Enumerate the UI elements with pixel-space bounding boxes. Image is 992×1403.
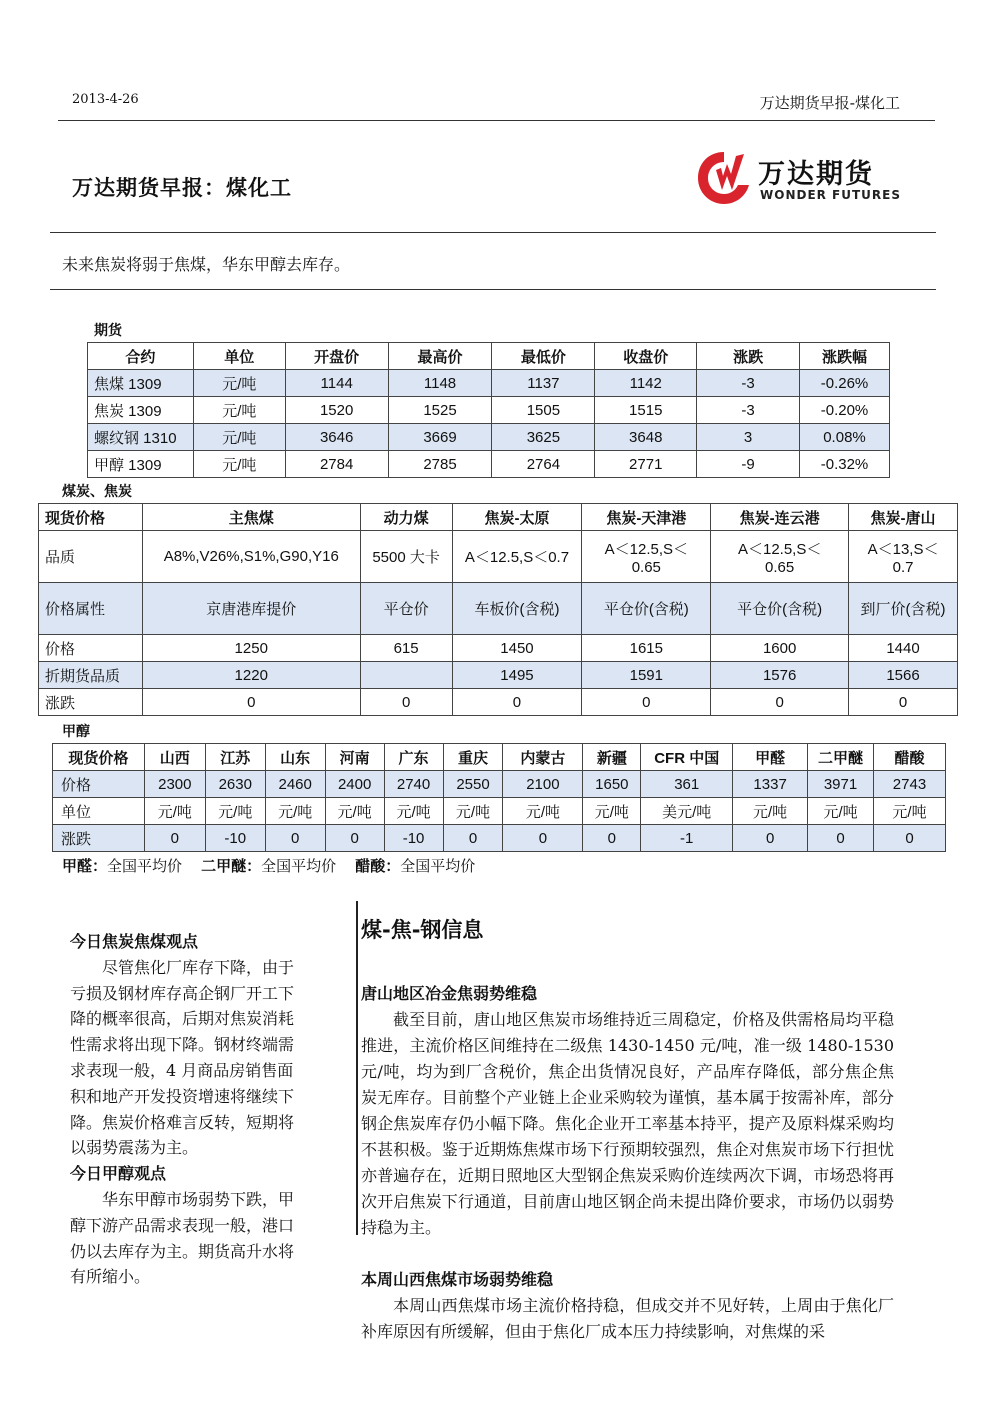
table-cell: 涨跌 [53, 825, 145, 852]
table-cell: 0 [849, 689, 958, 716]
table-cell: 3648 [595, 424, 697, 451]
table-cell: 元/吨 [873, 798, 945, 825]
table-cell: 615 [360, 635, 452, 662]
table-cell: 0 [443, 825, 503, 852]
summary-text: 未来焦炭将弱于焦煤，华东甲醇去库存。 [62, 255, 351, 274]
table-cell: 1515 [595, 397, 697, 424]
logo [694, 146, 904, 208]
table-cell: -0.32% [800, 451, 890, 478]
table-cell: 0 [325, 825, 384, 852]
table-cell: 361 [641, 771, 733, 798]
col-header: 现货价格 [53, 744, 145, 771]
col-header: 合约 [88, 343, 194, 370]
table-cell: 元/吨 [265, 798, 325, 825]
col-header: 焦炭-连云港 [711, 504, 849, 531]
col-header: 醋酸 [873, 744, 945, 771]
table-cell: 1505 [492, 397, 595, 424]
table-cell: -9 [697, 451, 800, 478]
table-cell: 1142 [595, 370, 697, 397]
col-header: 重庆 [443, 744, 503, 771]
table-cell: -10 [205, 825, 265, 852]
table-cell: 1144 [285, 370, 388, 397]
news-section-title: 煤-焦-钢信息 [361, 918, 484, 942]
table-row [88, 370, 890, 397]
table-cell: 1600 [711, 635, 849, 662]
views-column [70, 929, 304, 1290]
table-cell: 1337 [733, 771, 808, 798]
table-cell: A＜12.5,S＜0.7 [452, 531, 582, 583]
methanol-view-text: 华东甲醇市场弱势下跌，甲醇下游产品需求表现一般，港口仍以去库存为主。期货高升水将有所缩小。 [70, 1189, 295, 1287]
table-cell: 涨跌 [39, 689, 143, 716]
table-cell: 元/吨 [193, 397, 285, 424]
table-cell: 2771 [595, 451, 697, 478]
coke-view-heading: 今日焦炭焦煤观点 [70, 932, 199, 951]
col-header: 单位 [193, 343, 285, 370]
table-cell: 元/吨 [193, 370, 285, 397]
table-cell: -3 [697, 397, 800, 424]
table-cell: 单位 [53, 798, 145, 825]
summary-rule [50, 289, 936, 290]
table-cell: 元/吨 [325, 798, 384, 825]
table-cell: 1566 [849, 662, 958, 689]
table-cell: 2764 [492, 451, 595, 478]
col-header: 广东 [384, 744, 443, 771]
table-row [88, 424, 890, 451]
col-header: 江苏 [205, 744, 265, 771]
column-divider [356, 901, 358, 1235]
table-cell: 1576 [711, 662, 849, 689]
table-cell: 2100 [503, 771, 583, 798]
table-cell: A8%,V26%,S1%,G90,Y16 [142, 531, 360, 583]
table-cell: A＜13,S＜0.7 [849, 531, 958, 583]
col-header: 最低价 [492, 343, 595, 370]
table-cell: 0 [733, 825, 808, 852]
table-cell: 2784 [285, 451, 388, 478]
table-cell: 0 [808, 825, 874, 852]
table-cell: 元/吨 [193, 424, 285, 451]
table-cell: 1440 [849, 635, 958, 662]
page-title: 万达期货早报：煤化工 [72, 176, 292, 200]
news-text: 截至目前，唐山地区焦炭市场维持近三周稳定，价格及供需格局均平稳推进，主流价格区间维持在二级焦 1430-1450 元/吨，准一级 1480-1530 元/吨，均为到厂含税价，焦企出货情况良好，产品库存降低，部分焦企焦炭无库存。目前整个产业链上企业采购较为谨慎，基本属于按需补库，部分钢企焦炭库存仍小幅下降。焦化企业开工率基本持平，提产及原料煤采购均不甚积极。鉴于近期炼焦煤市场下行预期较强烈，焦企对焦炭市场下行担忧亦普遍存在，近期日照地区大型钢企焦炭采购价连续两次下调，市场恐将再次开启焦炭下行通道，目前唐山地区钢企尚未提出降价要求，市场仍以弱势持稳为主。 [361, 1010, 894, 1237]
table-cell: 3646 [285, 424, 388, 451]
table-cell: 元/吨 [808, 798, 874, 825]
table-row [88, 397, 890, 424]
table-cell: 2743 [873, 771, 945, 798]
table-cell: A＜12.5,S＜0.65 [582, 531, 711, 583]
col-header: 动力煤 [360, 504, 452, 531]
note-label: 二甲醚： [201, 857, 262, 875]
news-column [361, 981, 894, 1345]
table-cell: 2400 [325, 771, 384, 798]
col-header: 焦炭-唐山 [849, 504, 958, 531]
table-cell: -0.20% [800, 397, 890, 424]
news-heading: 唐山地区冶金焦弱势维稳 [361, 984, 538, 1003]
table-cell: 2740 [384, 771, 443, 798]
table-cell: 1148 [388, 370, 492, 397]
table-row [39, 531, 958, 583]
methanol-label: 甲醇 [62, 724, 90, 740]
logo-text-cn: 万达期货 [758, 159, 874, 190]
coal-label: 煤炭、焦炭 [62, 484, 132, 500]
table-cell: 京唐港库提价 [142, 583, 360, 635]
title-rule [50, 232, 936, 233]
futures-header-row [88, 343, 890, 370]
table-cell: 1137 [492, 370, 595, 397]
table-cell: 2785 [388, 451, 492, 478]
note-text: 全国平均价 [107, 857, 183, 875]
table-cell: 1591 [582, 662, 711, 689]
table-cell: 平仓价(含税) [711, 583, 849, 635]
table-cell: -3 [697, 370, 800, 397]
table-cell: 焦煤 1309 [88, 370, 194, 397]
col-header: 涨跌幅 [800, 343, 890, 370]
table-cell: 美元/吨 [641, 798, 733, 825]
note-label: 甲醛： [62, 857, 108, 875]
table-cell: 0 [583, 825, 641, 852]
col-header: 焦炭-太原 [452, 504, 582, 531]
table-cell: 0 [265, 825, 325, 852]
table-cell: 5500 大卡 [360, 531, 452, 583]
col-header: 收盘价 [595, 343, 697, 370]
table-cell: 1495 [452, 662, 582, 689]
table-cell: 元/吨 [733, 798, 808, 825]
table-cell: 0 [144, 825, 205, 852]
table-cell: 平仓价(含税) [582, 583, 711, 635]
table-cell: 0 [711, 689, 849, 716]
table-cell: 价格 [53, 771, 145, 798]
logo-text-en: WONDER FUTURES [760, 188, 902, 202]
col-header: 新疆 [583, 744, 641, 771]
table-cell: 0 [503, 825, 583, 852]
table-cell: 品质 [39, 531, 143, 583]
table-cell: 3625 [492, 424, 595, 451]
table-cell: 1250 [142, 635, 360, 662]
table-cell: 元/吨 [144, 798, 205, 825]
table-cell: 到厂价(含税) [849, 583, 958, 635]
header-title: 万达期货早报-煤化工 [759, 94, 900, 112]
table-cell: 元/吨 [193, 451, 285, 478]
table-cell: 2550 [443, 771, 503, 798]
table-cell: 0 [360, 689, 452, 716]
table-cell: 1525 [388, 397, 492, 424]
table-cell: 元/吨 [443, 798, 503, 825]
table-cell: 2300 [144, 771, 205, 798]
col-header: 二甲醚 [808, 744, 874, 771]
table-cell: -1 [641, 825, 733, 852]
col-header: 甲醛 [733, 744, 808, 771]
table-cell: 元/吨 [583, 798, 641, 825]
note-label: 醋酸： [355, 857, 401, 875]
table-cell: 0 [452, 689, 582, 716]
methanol-header-row [53, 744, 946, 771]
table-cell: 2630 [205, 771, 265, 798]
table-cell: 价格 [39, 635, 143, 662]
col-header: 山西 [144, 744, 205, 771]
table-cell: 3971 [808, 771, 874, 798]
table-cell: 0.08% [800, 424, 890, 451]
note-text: 全国平均价 [261, 857, 337, 875]
table-row [88, 451, 890, 478]
table-row [39, 583, 958, 635]
col-header: 河南 [325, 744, 384, 771]
coal-header-row [39, 504, 958, 531]
col-header: CFR 中国 [641, 744, 733, 771]
table-row [53, 825, 946, 852]
table-cell [360, 662, 452, 689]
table-cell: 3 [697, 424, 800, 451]
table-cell: 0 [582, 689, 711, 716]
col-header: 内蒙古 [503, 744, 583, 771]
news-heading: 本周山西焦煤市场弱势维稳 [361, 1270, 554, 1289]
table-cell: 1220 [142, 662, 360, 689]
methanol-view-heading: 今日甲醇观点 [70, 1164, 167, 1184]
news-text: 本周山西焦煤市场主流价格持稳，但成交并不见好转，上周由于焦化厂补库原因有所缓解，但由于焦化厂成本压力持续影响，对焦煤的采 [361, 1296, 894, 1341]
col-header: 开盘价 [285, 343, 388, 370]
col-header: 涨跌 [697, 343, 800, 370]
futures-label: 期货 [94, 323, 122, 339]
report-date: 2013-4-26 [72, 92, 139, 107]
table-cell: 平仓价 [360, 583, 452, 635]
col-header: 主焦煤 [142, 504, 360, 531]
table-row [53, 771, 946, 798]
table-cell: 0 [873, 825, 945, 852]
table-cell: 元/吨 [384, 798, 443, 825]
coal-table [38, 503, 958, 716]
table-cell: 1450 [452, 635, 582, 662]
table-cell: 1650 [583, 771, 641, 798]
table-cell: -0.26% [800, 370, 890, 397]
table-row [39, 689, 958, 716]
methanol-table [52, 743, 946, 852]
futures-table [87, 342, 890, 478]
table-cell: 3669 [388, 424, 492, 451]
table-cell: 折期货品质 [39, 662, 143, 689]
table-row [39, 662, 958, 689]
table-cell: 焦炭 1309 [88, 397, 194, 424]
note-text: 全国平均价 [400, 857, 476, 875]
col-header: 现货价格 [39, 504, 143, 531]
coke-view-text: 尽管焦化厂库存下降，由于亏损及钢材库存高企钢厂开工下降的概率很高，后期对焦炭消耗性需求将出现下降。钢材终端需求表现一般，4 月商品房销售面积和地产开发投资增速将继续下降。焦炭价格难言反转，短期将以弱势震荡为主。 [70, 957, 295, 1158]
table-cell: 0 [142, 689, 360, 716]
header-rule [58, 120, 935, 121]
table-cell: 价格属性 [39, 583, 143, 635]
table-cell: A＜12.5,S＜0.65 [711, 531, 849, 583]
table-cell: 元/吨 [205, 798, 265, 825]
col-header: 焦炭-天津港 [582, 504, 711, 531]
table-row [39, 635, 958, 662]
methanol-note [62, 855, 475, 876]
wanda-logo-icon [694, 146, 754, 208]
table-cell: 车板价(含税) [452, 583, 582, 635]
col-header: 最高价 [388, 343, 492, 370]
table-cell: 螺纹钢 1310 [88, 424, 194, 451]
table-cell: 2460 [265, 771, 325, 798]
table-cell: 1615 [582, 635, 711, 662]
col-header: 山东 [265, 744, 325, 771]
table-cell: 元/吨 [503, 798, 583, 825]
table-cell: -10 [384, 825, 443, 852]
table-cell: 甲醇 1309 [88, 451, 194, 478]
table-cell: 1520 [285, 397, 388, 424]
table-row [53, 798, 946, 825]
